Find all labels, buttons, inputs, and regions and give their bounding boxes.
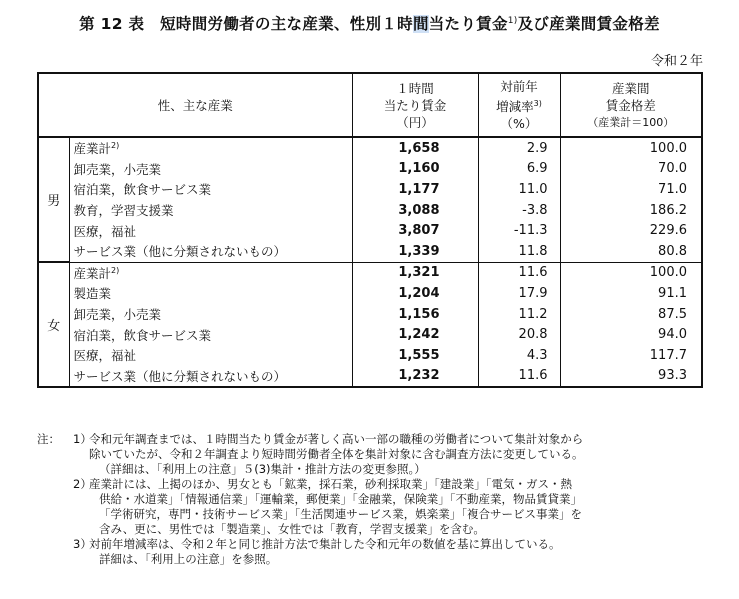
header-category: 性、主な産業 (38, 73, 352, 137)
era-label: 令和２年 (650, 54, 703, 69)
title-rest: 当たり賃金 (428, 15, 508, 33)
hourly-wage: 1,204 (352, 283, 478, 304)
industry-name-text: サービス業（他に分類されないもの） (73, 244, 287, 260)
note-2-num: 2） (73, 477, 92, 491)
header-row (38, 73, 702, 137)
yoy-change: 11.0 (478, 179, 560, 200)
table-row (38, 241, 702, 262)
industry-name (69, 200, 352, 221)
wage-differential: 94.0 (560, 324, 702, 345)
note-3-num: 3） (73, 537, 92, 551)
table-row (38, 137, 702, 159)
title-main: 第 12 表 短時間労働者の主な産業、性別１時 (79, 15, 413, 33)
industry-name (69, 159, 352, 180)
yoy-change: 6.9 (478, 159, 560, 180)
wage-differential: 93.3 (560, 366, 702, 388)
wage-differential: 186.2 (560, 200, 702, 221)
industry-name (69, 366, 352, 388)
hourly-wage: 3,807 (352, 220, 478, 241)
industry-name-text: 製造業 (73, 286, 112, 302)
wage-differential: 70.0 (560, 159, 702, 180)
hourly-wage: 1,160 (352, 159, 478, 180)
header-wage-line1: １時間 (396, 80, 434, 96)
note-2-line-2: 供給・水道業」「情報通信業」「運輸業，郵便業」「金融業，保険業」「不動産業，物品賃貸業」 (99, 492, 582, 506)
note-1-line-1: 令和元年調査までは、１時間当たり賃金が著しく高い一部の職種の労働者について集計対象から (89, 432, 584, 446)
industry-name (69, 220, 352, 241)
note-2 (37, 477, 717, 492)
wage-differential: 229.6 (560, 220, 702, 241)
industry-name (69, 241, 352, 262)
yoy-change: 11.8 (478, 241, 560, 262)
table-row (38, 345, 702, 366)
industry-name (69, 304, 352, 325)
page-title (0, 12, 739, 34)
industry-name (69, 137, 352, 159)
wage-differential: 91.1 (560, 283, 702, 304)
hourly-wage: 1,339 (352, 241, 478, 262)
industry-name (69, 179, 352, 200)
table-row (38, 220, 702, 241)
hourly-wage: 3,088 (352, 200, 478, 221)
industry-name-text: 宿泊業，飲食サービス業 (73, 327, 212, 343)
header-wage (352, 73, 478, 137)
notes-label: 注： (37, 432, 60, 446)
industry-name-text: 卸売業，小売業 (73, 307, 162, 323)
wage-table (37, 72, 703, 388)
industry-name-sup: 2) (111, 141, 120, 151)
hourly-wage: 1,242 (352, 324, 478, 345)
wage-differential: 117.7 (560, 345, 702, 366)
header-diff-line2: 賃金格差 (605, 97, 656, 113)
industry-name-text: 教育，学習支援業 (73, 203, 174, 219)
note-1 (37, 432, 717, 447)
note-3-line-2: 詳細は、「利用上の注意」を参照。 (99, 552, 278, 566)
industry-name-text: 宿泊業，飲食サービス業 (73, 182, 212, 198)
industry-name-text: 産業計 (73, 265, 112, 281)
table-row (38, 324, 702, 345)
note-1-num: 1） (73, 432, 92, 446)
header-change-line2: 増減率 (496, 99, 534, 115)
hourly-wage: 1,156 (352, 304, 478, 325)
sex-label: 女 (38, 262, 69, 387)
industry-name-text: サービス業（他に分類されないもの） (73, 368, 287, 384)
title-sup: 1) (507, 15, 518, 26)
yoy-change: -3.8 (478, 200, 560, 221)
yoy-change: 4.3 (478, 345, 560, 366)
industry-name (69, 283, 352, 304)
note-2-line-4: 含み、更に、男性では「製造業」、女性では「教育，学習支援業」を含む。 (99, 522, 485, 536)
hourly-wage: 1,232 (352, 366, 478, 388)
hourly-wage: 1,177 (352, 179, 478, 200)
table-row (38, 159, 702, 180)
table-row (38, 262, 702, 283)
header-change-line2-wrap (479, 95, 560, 115)
header-wage-line2: 当たり賃金 (383, 97, 447, 113)
note-2-line-3: 「学術研究，専門・技術サービス業」「生活関連サービス業，娯楽業」「複合サービス事業」を (99, 507, 582, 521)
hourly-wage: 1,555 (352, 345, 478, 366)
yoy-change: 17.9 (478, 283, 560, 304)
industry-name (69, 324, 352, 345)
wage-differential: 80.8 (560, 241, 702, 262)
table-row (38, 366, 702, 388)
header-wage-line3: （円） (396, 114, 434, 130)
industry-name (69, 262, 352, 283)
yoy-change: 20.8 (478, 324, 560, 345)
header-change (478, 73, 560, 137)
title-tail: 及び産業間賃金格差 (517, 15, 660, 33)
industry-name (69, 345, 352, 366)
header-diff-line3: （産業計＝100） (587, 115, 675, 129)
industry-name-text: 産業計 (73, 141, 112, 157)
yoy-change: 2.9 (478, 137, 560, 159)
sex-label: 男 (38, 137, 69, 262)
note-2-line-1: 産業計には、上掲のほか、男女とも「鉱業，採石業，砂利採取業」「建設業」「電気・ガス・熱 (89, 477, 572, 491)
note-1-line-2: 除いていたが、令和２年調査より短時間労働者全体を集計対象に含む調査方法に変更している。 (89, 447, 584, 461)
header-diff-line1: 産業間 (611, 80, 650, 96)
wage-differential: 100.0 (560, 262, 702, 283)
hourly-wage: 1,658 (352, 137, 478, 159)
wage-differential: 100.0 (560, 137, 702, 159)
wage-differential: 71.0 (560, 179, 702, 200)
note-1-line-3: （詳細は、「利用上の注意」５(3)集計・推計方法の変更参照。） (99, 462, 426, 476)
table-row (38, 304, 702, 325)
yoy-change: 11.2 (478, 304, 560, 325)
table-row (38, 200, 702, 221)
title-highlight: 間 (412, 15, 429, 33)
note-3-line-1: 対前年増減率は、令和２年と同じ推計方法で集計した令和元年の数値を基に算出している。 (89, 537, 561, 551)
yoy-change: -11.3 (478, 220, 560, 241)
yoy-change: 11.6 (478, 262, 560, 283)
wage-differential: 87.5 (560, 304, 702, 325)
note-3 (37, 537, 717, 552)
notes (37, 432, 717, 567)
table-row (38, 179, 702, 200)
header-change-line3: （%） (500, 116, 538, 132)
table-body (38, 137, 702, 387)
table-row (38, 283, 702, 304)
header-change-line1: 対前年 (500, 78, 538, 94)
yoy-change: 11.6 (478, 366, 560, 388)
header-diff (560, 73, 702, 137)
industry-name-text: 医療，福祉 (73, 223, 137, 239)
hourly-wage: 1,321 (352, 262, 478, 283)
industry-name-text: 医療，福祉 (73, 348, 137, 364)
header-change-sup: 3) (533, 98, 542, 108)
industry-name-sup: 2) (111, 265, 120, 275)
industry-name-text: 卸売業，小売業 (73, 161, 162, 177)
